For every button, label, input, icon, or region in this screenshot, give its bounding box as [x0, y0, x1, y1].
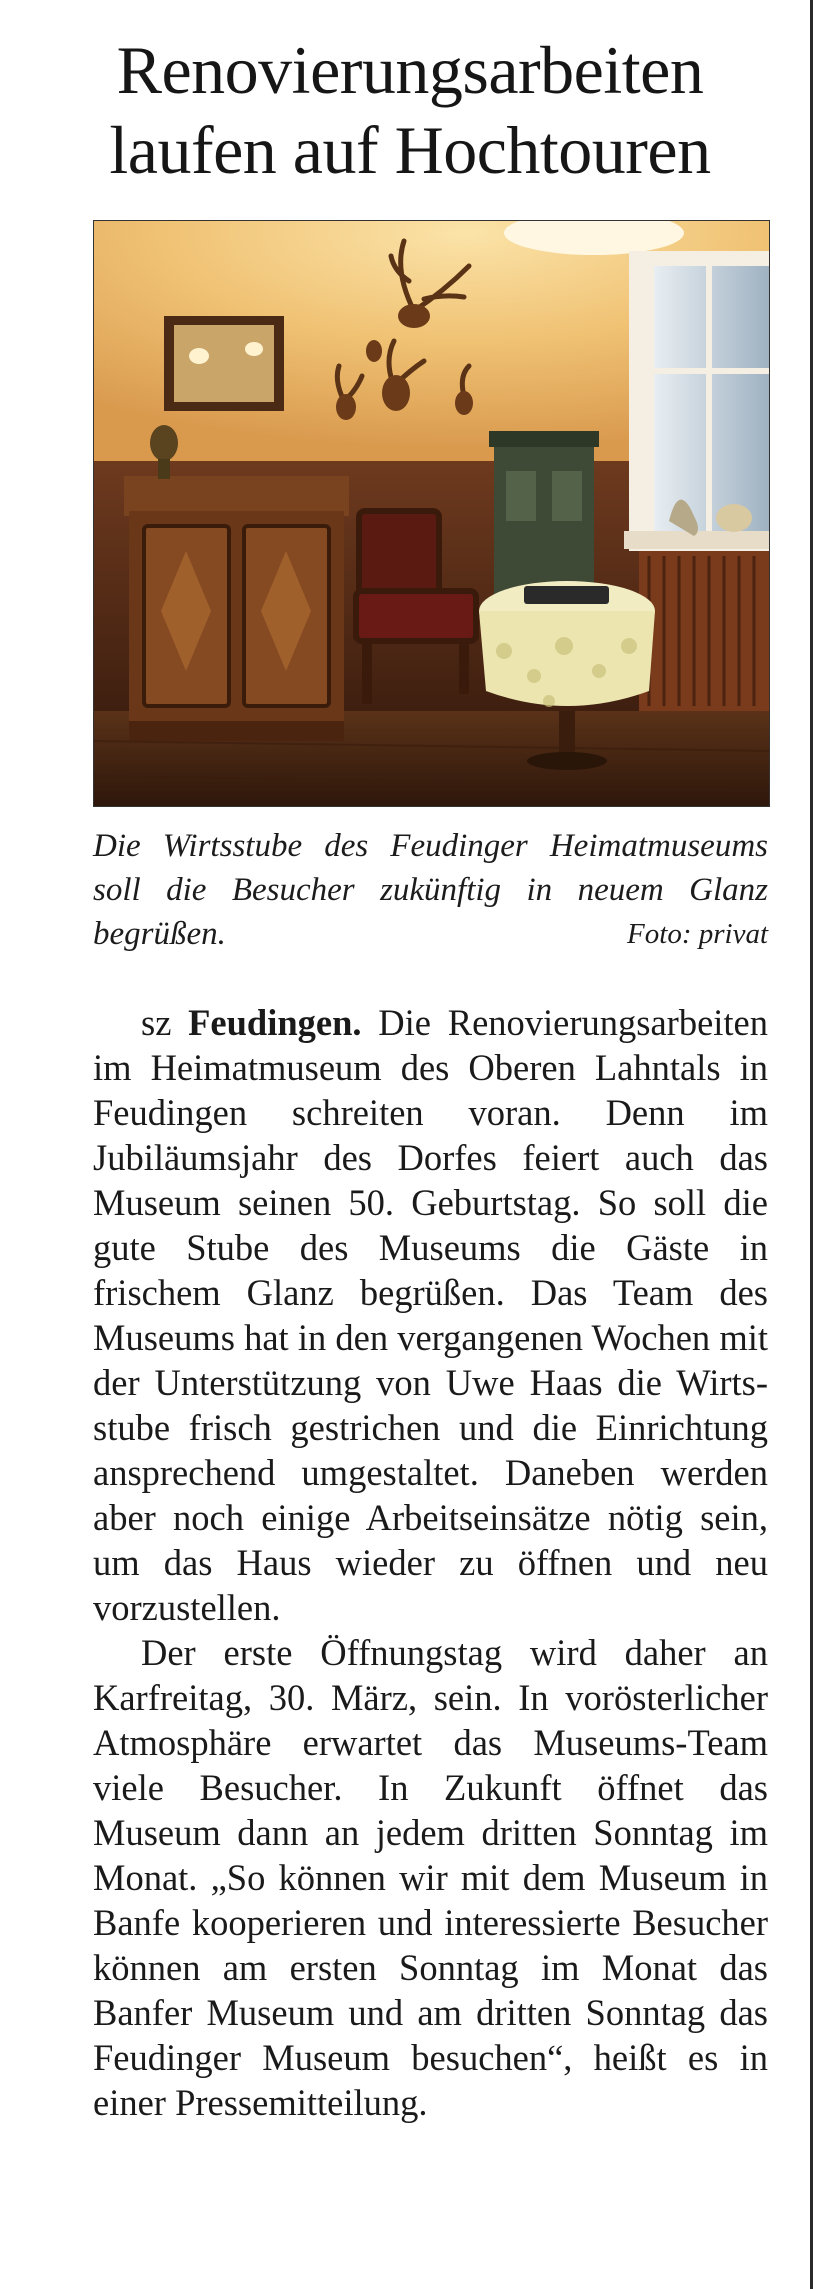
dateline-agency: sz	[141, 1002, 172, 1043]
photo-caption	[93, 824, 768, 956]
headline-line-1: Renovierungsarbeiten	[116, 32, 704, 108]
paragraph-1-text: Die Renovierungsarbeiten im Heimatmuseum des Oberen Lahntals in Feudingen schreiten voran. Denn im Jubiläumsjahr des Dorfes feiert auch das Museum seinen 50. Geburtstag. So soll die gute Stube des Museums die Gäste in frischem Glanz begrüßen. Das Team des Museums hat in den vergangenen Wochen mit der Unterstützung von Uwe Haas die Wirtsstube frisch gestrichen und die Einrichtung ansprechend umgestaltet. Daneben werden aber noch einige Arbeitseinsätze nötig sein, um das Haus wieder zu öffnen und neu vorzustellen.	[93, 1002, 769, 1628]
article-photo	[93, 220, 770, 807]
framed-mirror	[164, 316, 284, 411]
photo-credit: Foto: privat	[627, 918, 768, 950]
paragraph-1	[93, 1000, 768, 1630]
dateline-place: Feudingen.	[188, 1002, 362, 1043]
headline-line-2: laufen auf Hochtouren	[109, 112, 711, 188]
column-rule	[810, 0, 813, 2289]
wirtsstube-photo	[94, 221, 769, 806]
caption-text: Die Wirtsstube des Feudinger Heimatmuseums soll die Besucher zukünftig in neuem Glanz begrüßen.	[93, 828, 768, 952]
headline	[60, 30, 760, 190]
paragraph-2: Der erste Öffnungstag wird daher an Karfreitag, 30. März, sein. In vorösterlicher Atmosphäre erwartet das Museums-Team viele Besucher. In Zukunft öffnet das Museum dann an jedem dritten Sonntag im Monat. „So können wir mit dem Museum in Banfe kooperieren und interessierte Besucher können am ersten Sonntag im Monat das Banfer Museum und am dritten Sonntag das Feudinger Museum besuchen“, heißt es in einer Pressemitteilung.	[93, 1632, 768, 2123]
article-body	[93, 1000, 768, 2125]
